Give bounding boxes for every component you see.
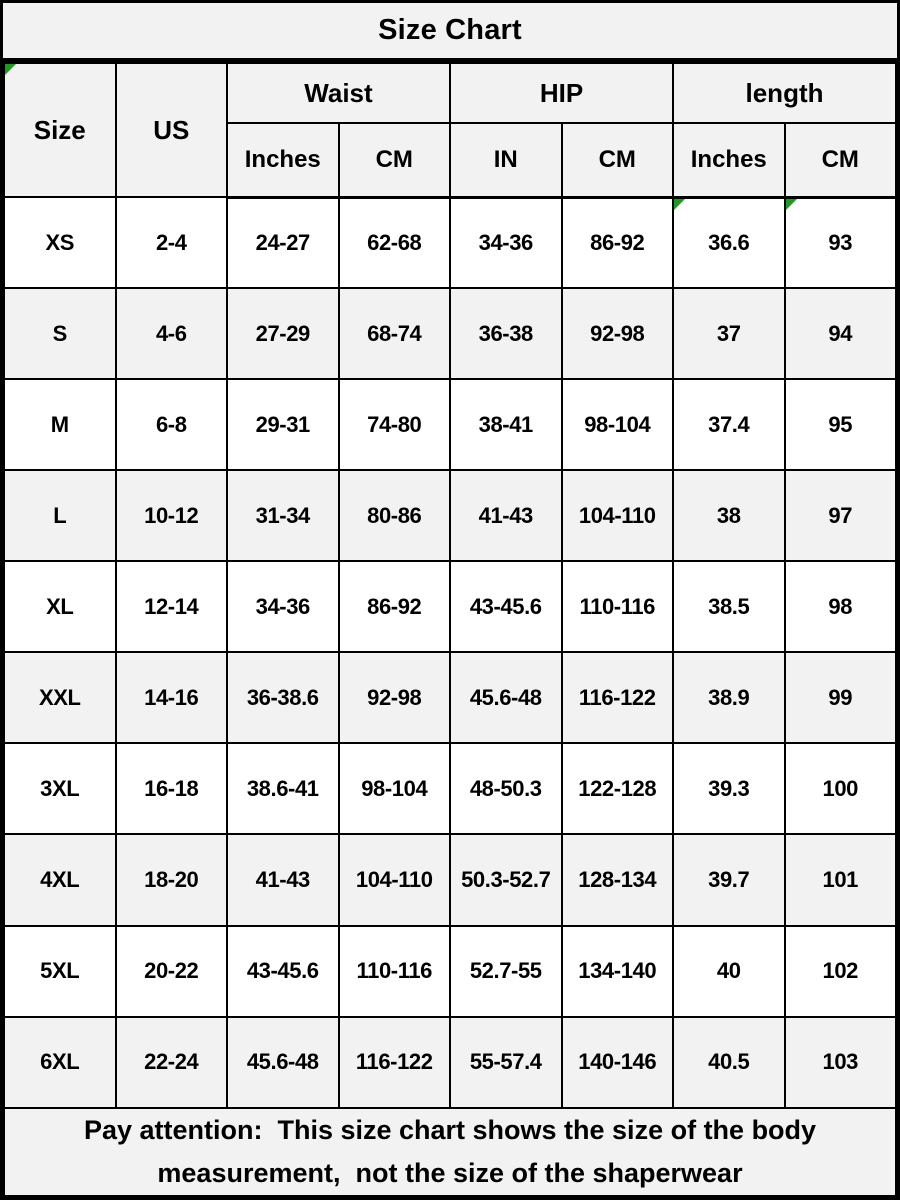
size-label-cell: S (4, 288, 116, 379)
table-row-xxl (4, 652, 896, 743)
table-row-xs (4, 197, 896, 288)
size-label-cell: L (4, 470, 116, 561)
excel-error-marker-icon (674, 199, 685, 210)
size-column-header-label: Size (33, 114, 86, 145)
value-cell: 36-38.6 (227, 652, 339, 743)
value-cell: 102 (785, 926, 897, 1017)
header-group-row (4, 63, 896, 123)
size-label-cell: 3XL (4, 743, 116, 834)
value-cell: 4-6 (116, 288, 228, 379)
value-cell: 45.6-48 (227, 1017, 339, 1108)
footer-note-line1: Pay attention: This size chart shows the size of the body (83, 1114, 817, 1145)
length-inches-header: Inches (673, 123, 785, 197)
value-cell: 92-98 (562, 288, 674, 379)
value-cell: 16-18 (116, 743, 228, 834)
value-cell: 68-74 (339, 288, 451, 379)
value-cell: 2-4 (116, 197, 228, 288)
value-cell: 12-14 (116, 561, 228, 652)
value-cell: 98 (785, 561, 897, 652)
value-cell: 98-104 (562, 379, 674, 470)
table-row-s (4, 288, 896, 379)
value-cell: 40.5 (673, 1017, 785, 1108)
value-cell: 98-104 (339, 743, 451, 834)
value-cell: 20-22 (116, 926, 228, 1017)
value-cell: 34-36 (450, 197, 562, 288)
value-cell: 95 (785, 379, 897, 470)
size-column-header (4, 63, 116, 197)
value-cell: 10-12 (116, 470, 228, 561)
value-cell: 43-45.6 (227, 926, 339, 1017)
value-cell: 80-86 (339, 470, 451, 561)
value-cell: 38.9 (673, 652, 785, 743)
value-cell: 37.4 (673, 379, 785, 470)
value-cell: 29-31 (227, 379, 339, 470)
value-cell: 6-8 (116, 379, 228, 470)
value-cell: 41-43 (450, 470, 562, 561)
value-cell: 104-110 (562, 470, 674, 561)
table-row-m (4, 379, 896, 470)
size-label-cell: M (4, 379, 116, 470)
value-cell: 86-92 (562, 197, 674, 288)
waist-inches-header: Inches (227, 123, 339, 197)
value-cell: 48-50.3 (450, 743, 562, 834)
value-cell: 40 (673, 926, 785, 1017)
value-cell: 52.7-55 (450, 926, 562, 1017)
size-label-cell: XS (4, 197, 116, 288)
hip-in-header: IN (450, 123, 562, 197)
table-row-xl (4, 561, 896, 652)
value-cell: 39.3 (673, 743, 785, 834)
value-cell: 34-36 (227, 561, 339, 652)
value-cell: 104-110 (339, 834, 451, 925)
waist-cm-header: CM (339, 123, 451, 197)
size-label-cell: 4XL (4, 834, 116, 925)
value-cell: 38.5 (673, 561, 785, 652)
value-cell: 110-116 (339, 926, 451, 1017)
value-cell: 36.6 (673, 197, 785, 288)
value-cell: 27-29 (227, 288, 339, 379)
footer-row (4, 1108, 896, 1196)
length-group-header (673, 63, 896, 123)
value-cell: 37 (673, 288, 785, 379)
value-cell: 110-116 (562, 561, 674, 652)
value-cell: 31-34 (227, 470, 339, 561)
value-cell: 99 (785, 652, 897, 743)
value-cell: 38.6-41 (227, 743, 339, 834)
value-cell: 39.7 (673, 834, 785, 925)
value-cell: 97 (785, 470, 897, 561)
value-cell: 62-68 (339, 197, 451, 288)
us-column-header (116, 63, 228, 197)
size-label-cell: XXL (4, 652, 116, 743)
value-cell: 94 (785, 288, 897, 379)
table-row-3xl (4, 743, 896, 834)
value-cell: 134-140 (562, 926, 674, 1017)
value-cell: 103 (785, 1017, 897, 1108)
value-cell: 38 (673, 470, 785, 561)
value-cell: 50.3-52.7 (450, 834, 562, 925)
chart-title: Size Chart (378, 14, 522, 46)
value-cell: 116-122 (339, 1017, 451, 1108)
value-cell: 86-92 (339, 561, 451, 652)
length-cm-header: CM (785, 123, 897, 197)
value-cell: 41-43 (227, 834, 339, 925)
value-cell: 43-45.6 (450, 561, 562, 652)
value-cell: 36-38 (450, 288, 562, 379)
table-row-5xl (4, 926, 896, 1017)
value-cell: 128-134 (562, 834, 674, 925)
value-cell: 140-146 (562, 1017, 674, 1108)
size-label-cell: 6XL (4, 1017, 116, 1108)
value-cell: 45.6-48 (450, 652, 562, 743)
value-cell: 38-41 (450, 379, 562, 470)
value-cell: 92-98 (339, 652, 451, 743)
size-label-cell: XL (4, 561, 116, 652)
value-cell: 74-80 (339, 379, 451, 470)
hip-group-label: HIP (539, 77, 584, 108)
value-cell: 24-27 (227, 197, 339, 288)
hip-cm-header: CM (562, 123, 674, 197)
value-cell: 55-57.4 (450, 1017, 562, 1108)
excel-error-marker-icon (5, 64, 16, 75)
footer-note-cell (4, 1108, 896, 1196)
table-row-6xl (4, 1017, 896, 1108)
table-row-4xl (4, 834, 896, 925)
value-cell: 116-122 (562, 652, 674, 743)
us-column-header-label: US (153, 114, 190, 145)
value-cell: 18-20 (116, 834, 228, 925)
size-chart-table (3, 62, 897, 1197)
waist-group-label: Waist (304, 77, 373, 108)
size-label-cell: 5XL (4, 926, 116, 1017)
value-cell: 100 (785, 743, 897, 834)
size-table-body (4, 197, 896, 1108)
waist-group-header (227, 63, 450, 123)
value-cell: 101 (785, 834, 897, 925)
chart-title-bar (3, 3, 897, 62)
table-row-l (4, 470, 896, 561)
length-group-label: length (745, 77, 824, 108)
value-cell: 14-16 (116, 652, 228, 743)
footer-note-line2: measurement, not the size of the shaperwear (157, 1157, 743, 1188)
value-cell: 122-128 (562, 743, 674, 834)
value-cell: 22-24 (116, 1017, 228, 1108)
hip-group-header (450, 63, 673, 123)
excel-error-marker-icon (786, 199, 797, 210)
value-cell: 93 (785, 197, 897, 288)
